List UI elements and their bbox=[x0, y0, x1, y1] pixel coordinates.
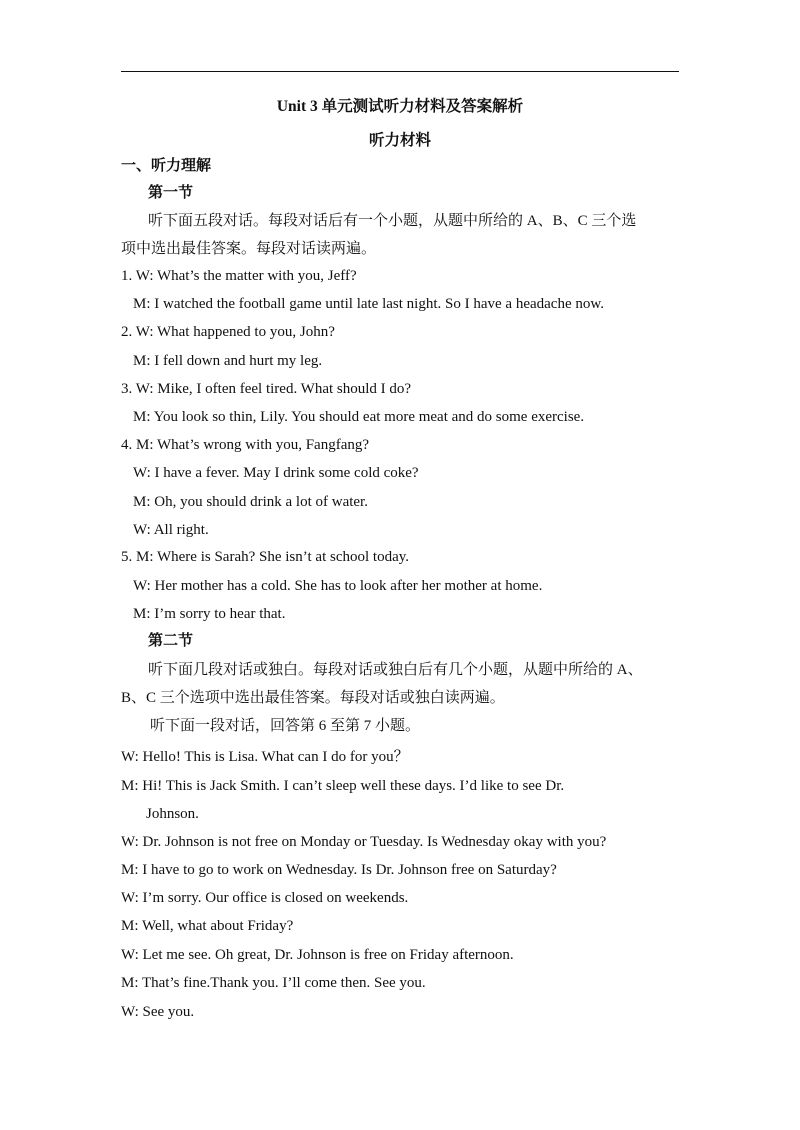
dialogue-line: 5. M: Where is Sarah? She isn’t at school today. bbox=[121, 549, 410, 565]
dialogue-line: M: I fell down and hurt my leg. bbox=[133, 353, 323, 369]
conversation-line: M: Hi! This is Jack Smith. I can’t sleep well these days. I’d like to see Dr. bbox=[121, 778, 565, 794]
conversation-line: M: Well, what about Friday? bbox=[121, 918, 294, 934]
conversation-line: W: I’m sorry. Our office is closed on weekends. bbox=[121, 890, 409, 906]
section1-instruction-line2: 项中选出最佳答案。每段对话读两遍。 bbox=[121, 241, 377, 257]
section2-instruction-line2: B、C 三个选项中选出最佳答案。每段对话或独白读两遍。 bbox=[121, 690, 505, 706]
dialogue-line: 2. W: What happened to you, John? bbox=[121, 324, 335, 340]
dialogue-line: M: Oh, you should drink a lot of water. bbox=[133, 494, 368, 510]
section2-instruction-line1: 听下面几段对话或独白。每段对话或独白后有几个小题，从题中所给的 A、 bbox=[148, 662, 643, 678]
conversation-line: W: Hello! This is Lisa. What can I do for you？ bbox=[121, 749, 409, 765]
conversation-line: W: See you. bbox=[121, 1004, 195, 1020]
conversation-line: W: Dr. Johnson is not free on Monday or Tuesday. Is Wednesday okay with you? bbox=[121, 834, 607, 850]
section2-heading: 第二节 bbox=[148, 633, 194, 649]
dialogue-line: W: All right. bbox=[133, 522, 209, 538]
document-title: Unit 3 单元测试听力材料及答案解析 bbox=[276, 98, 524, 115]
conversation-line: W: Let me see. Oh great, Dr. Johnson is free on Friday afternoon. bbox=[121, 947, 514, 963]
dialogue-line: W: Her mother has a cold. She has to look after her mother at home. bbox=[133, 578, 543, 594]
section1-instruction-line1: 听下面五段对话。每段对话后有一个小题，从题中所给的 A、B、C 三个选 bbox=[148, 213, 637, 229]
dialogue-line: 1. W: What’s the matter with you, Jeff? bbox=[121, 268, 357, 284]
conversation-line: Johnson. bbox=[146, 806, 199, 822]
dialogue-line: M: You look so thin, Lily. You should eat more meat and do some exercise. bbox=[133, 409, 585, 425]
dialogue-line: W: I have a fever. May I drink some cold coke? bbox=[133, 465, 419, 481]
conversation-line: M: That’s fine.Thank you. I’ll come then. See you. bbox=[121, 975, 426, 991]
section1-heading: 第一节 bbox=[148, 185, 194, 201]
dialogue-line: M: I’m sorry to hear that. bbox=[133, 606, 286, 622]
part1-heading: 一、听力理解 bbox=[121, 158, 212, 174]
dialogue-line: 3. W: Mike, I often feel tired. What should I do? bbox=[121, 381, 412, 397]
dialogue-line: M: I watched the football game until late last night. So I have a headache now. bbox=[133, 296, 604, 312]
document-subtitle: 听力材料 bbox=[368, 132, 431, 149]
header-rule bbox=[121, 71, 679, 72]
conversation-line: M: I have to go to work on Wednesday. Is Dr. Johnson free on Saturday? bbox=[121, 862, 557, 878]
section2-instruction-line3: 听下面一段对话，回答第 6 至第 7 小题。 bbox=[150, 718, 421, 734]
dialogue-line: 4. M: What’s wrong with you, Fangfang? bbox=[121, 437, 370, 453]
